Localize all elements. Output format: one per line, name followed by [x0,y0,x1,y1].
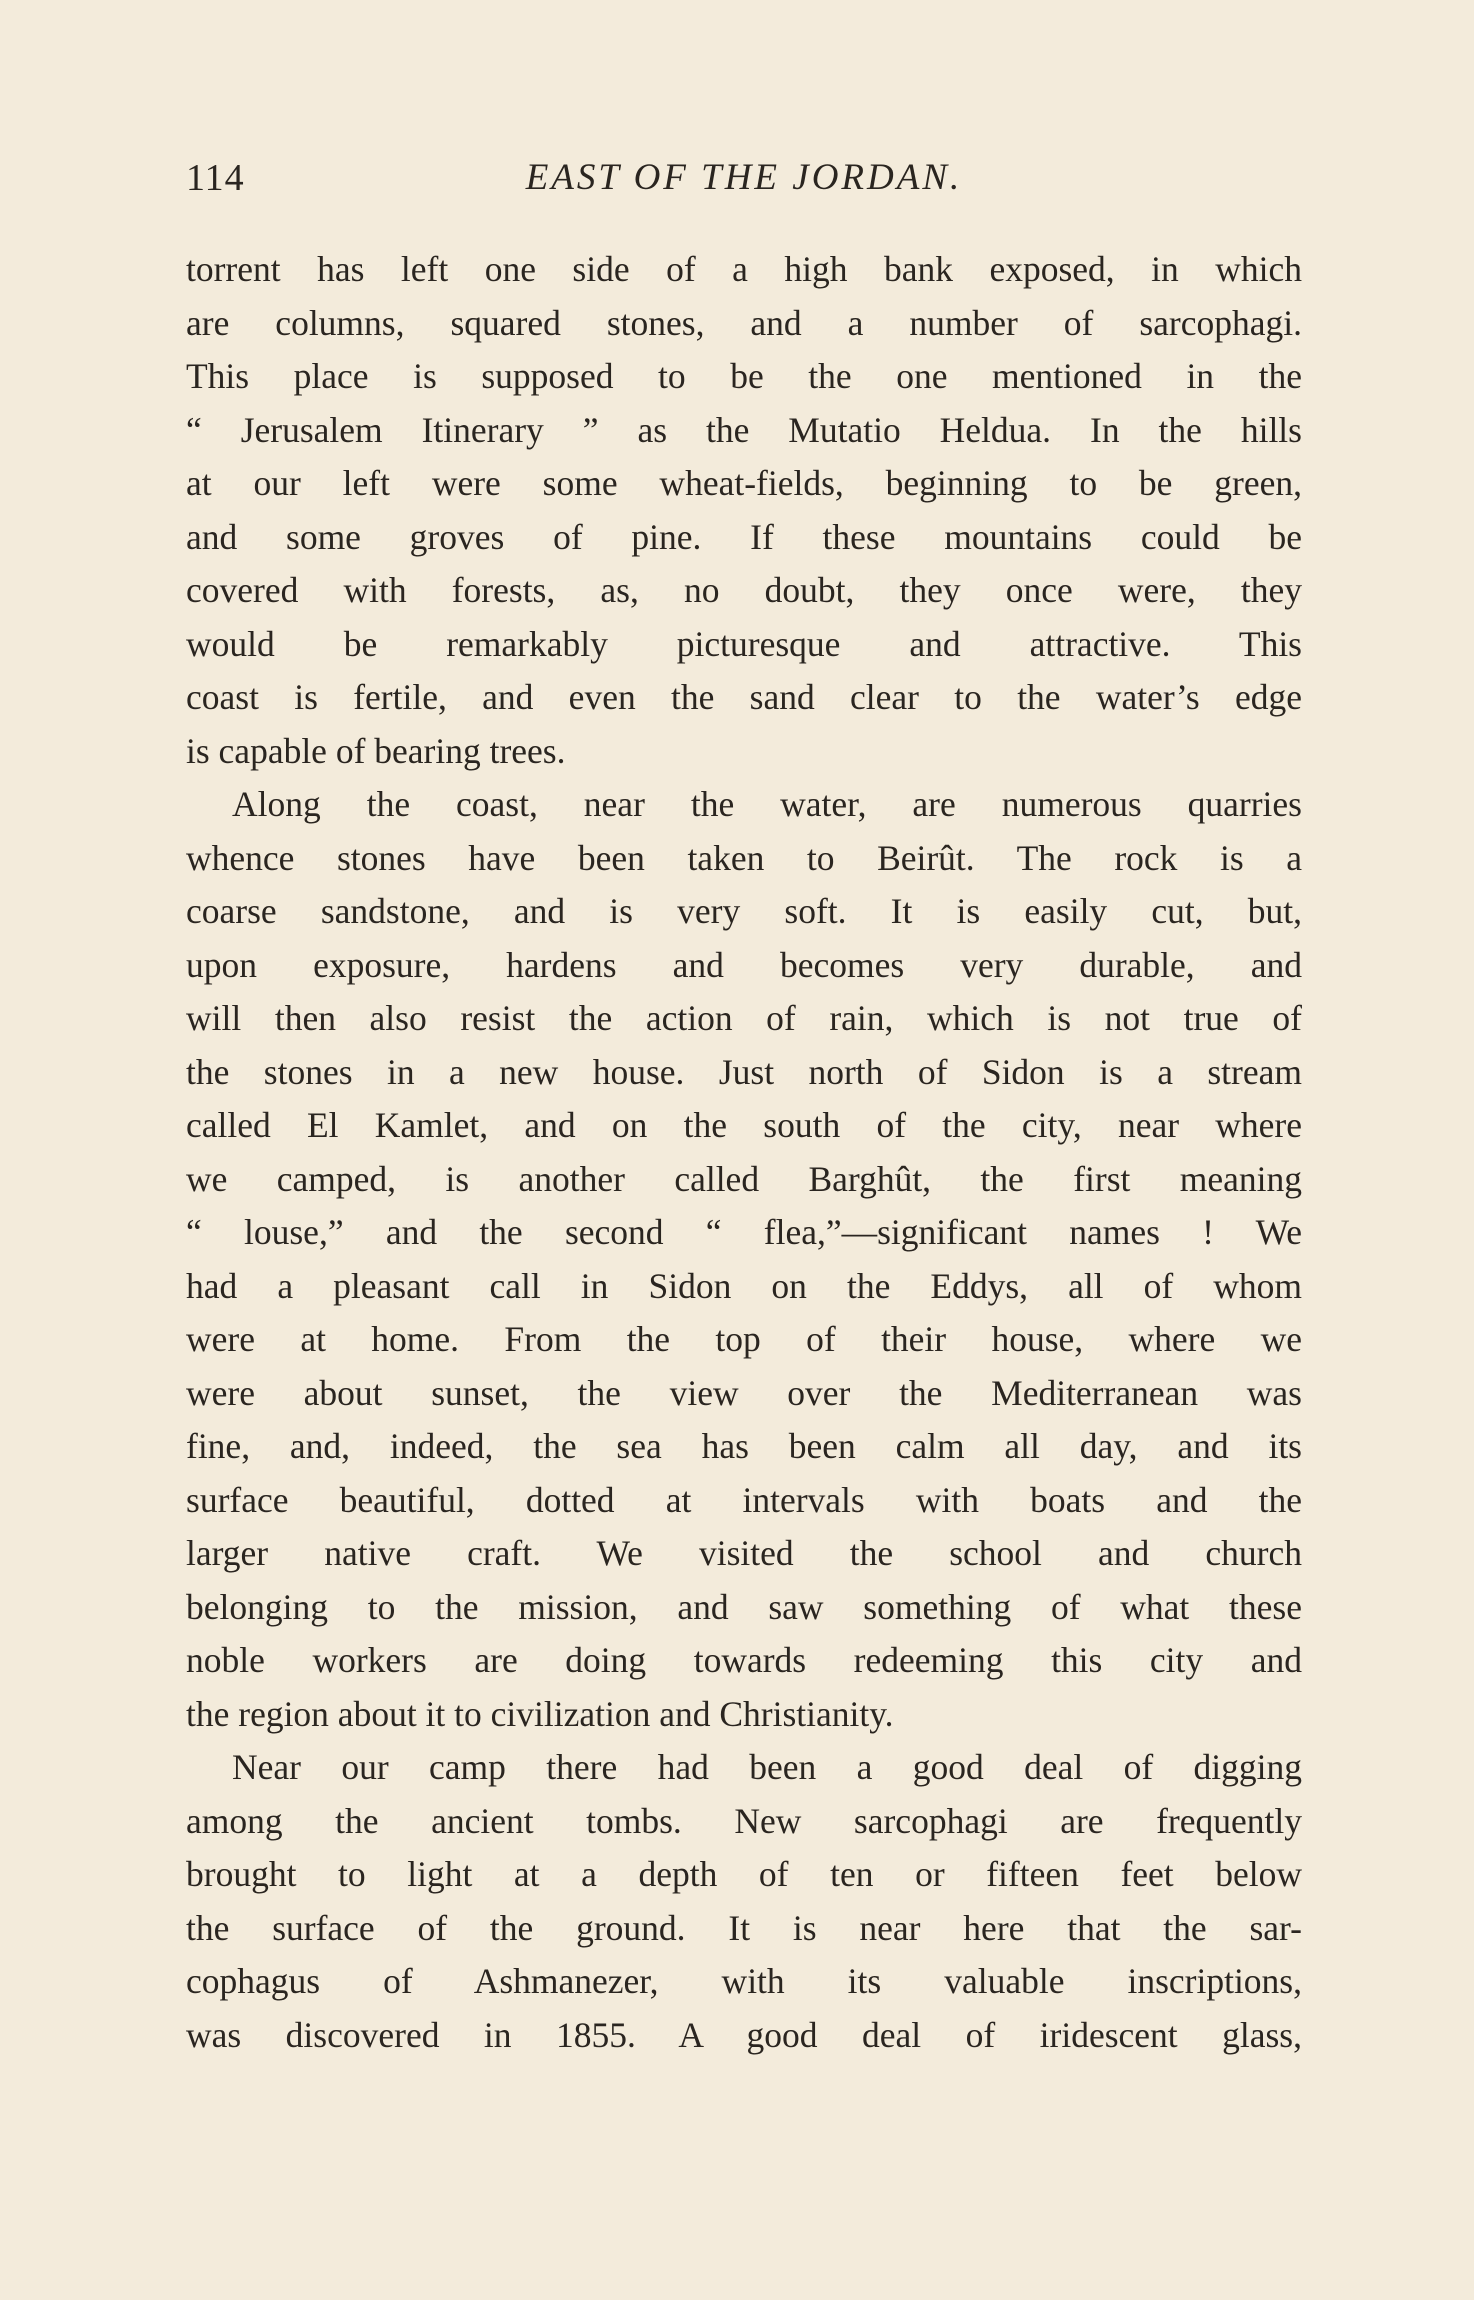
text-line: This place is supposed to be the one mentioned in the [186,356,1302,396]
text-line: were about sunset, the view over the Mediterranean was [186,1372,1302,1413]
text-line: we camped, is another called Barghût, the first meaning [186,1158,1302,1199]
text-line: coarse sandstone, and is very soft. It is easily cut, but, [186,891,1302,931]
text-line: had a pleasant call in Sidon on the Eddys, all of whom [186,1265,1302,1306]
text-line: surface beautiful, dotted at intervals with boats and the [186,1479,1302,1520]
text-line: was discovered in 1855. A good deal of iridescent glass, [186,2014,1302,2055]
paragraph-2 [186,778,1302,1741]
text-line: at our left were some wheat-fields, beginning to be green, [186,463,1302,503]
text-line: “ louse,” and the second “ flea,”—significant names ! We [186,1212,1302,1252]
page-header [186,148,1302,208]
text-line: fine, and, indeed, the sea has been calm all day, and its [186,1426,1302,1466]
text-line: the surface of the ground. It is near here that the sar- [186,1907,1302,1948]
text-line: coast is fertile, and even the sand clear to the water’s edge [186,677,1302,717]
text-line: would be remarkably picturesque and attractive. This [186,623,1302,664]
text-line: cophagus of Ashmanezer, with its valuable inscriptions, [186,1961,1302,2001]
text-line: “ Jerusalem Itinerary ” as the Mutatio Heldua. In the hills [186,409,1302,450]
text-line: is capable of bearing trees. [186,730,566,771]
body-text [186,243,1302,2062]
text-line: will then also resist the action of rain, which is not true of [186,998,1302,1038]
text-line: belonging to the mission, and saw something of what these [186,1586,1302,1627]
text-line: upon exposure, hardens and becomes very durable, and [186,944,1302,985]
text-line: noble workers are doing towards redeeming this city and [186,1640,1302,1680]
running-title: EAST OF THE JORDAN. [525,157,963,198]
text-line: torrent has left one side of a high bank exposed, in which [186,249,1302,289]
paragraph-3 [186,1741,1302,2062]
paragraph-1 [186,243,1302,778]
text-line: larger native craft. We visited the school and church [186,1533,1302,1573]
text-line: and some groves of pine. If these mountains could be [186,516,1302,557]
text-line: are columns, squared stones, and a number of sarcophagi. [186,302,1302,343]
text-line: the stones in a new house. Just north of Sidon is a stream [186,1051,1302,1092]
text-line: Near our camp there had been a good deal of digging [232,1747,1302,1787]
text-line: among the ancient tombs. New sarcophagi are frequently [186,1800,1302,1841]
text-line: brought to light at a depth of ten or fifteen feet below [186,1854,1302,1894]
text-line: the region about it to civilization and Christianity. [186,1693,894,1734]
text-line: Along the coast, near the water, are numerous quarries [232,784,1302,824]
page-number: 114 [186,157,245,199]
text-line: called El Kamlet, and on the south of the city, near where [186,1105,1302,1145]
text-line: were at home. From the top of their house, where we [186,1319,1302,1359]
text-line: covered with forests, as, no doubt, they once were, they [186,570,1302,610]
text-line: whence stones have been taken to Beirût. The rock is a [186,837,1302,878]
